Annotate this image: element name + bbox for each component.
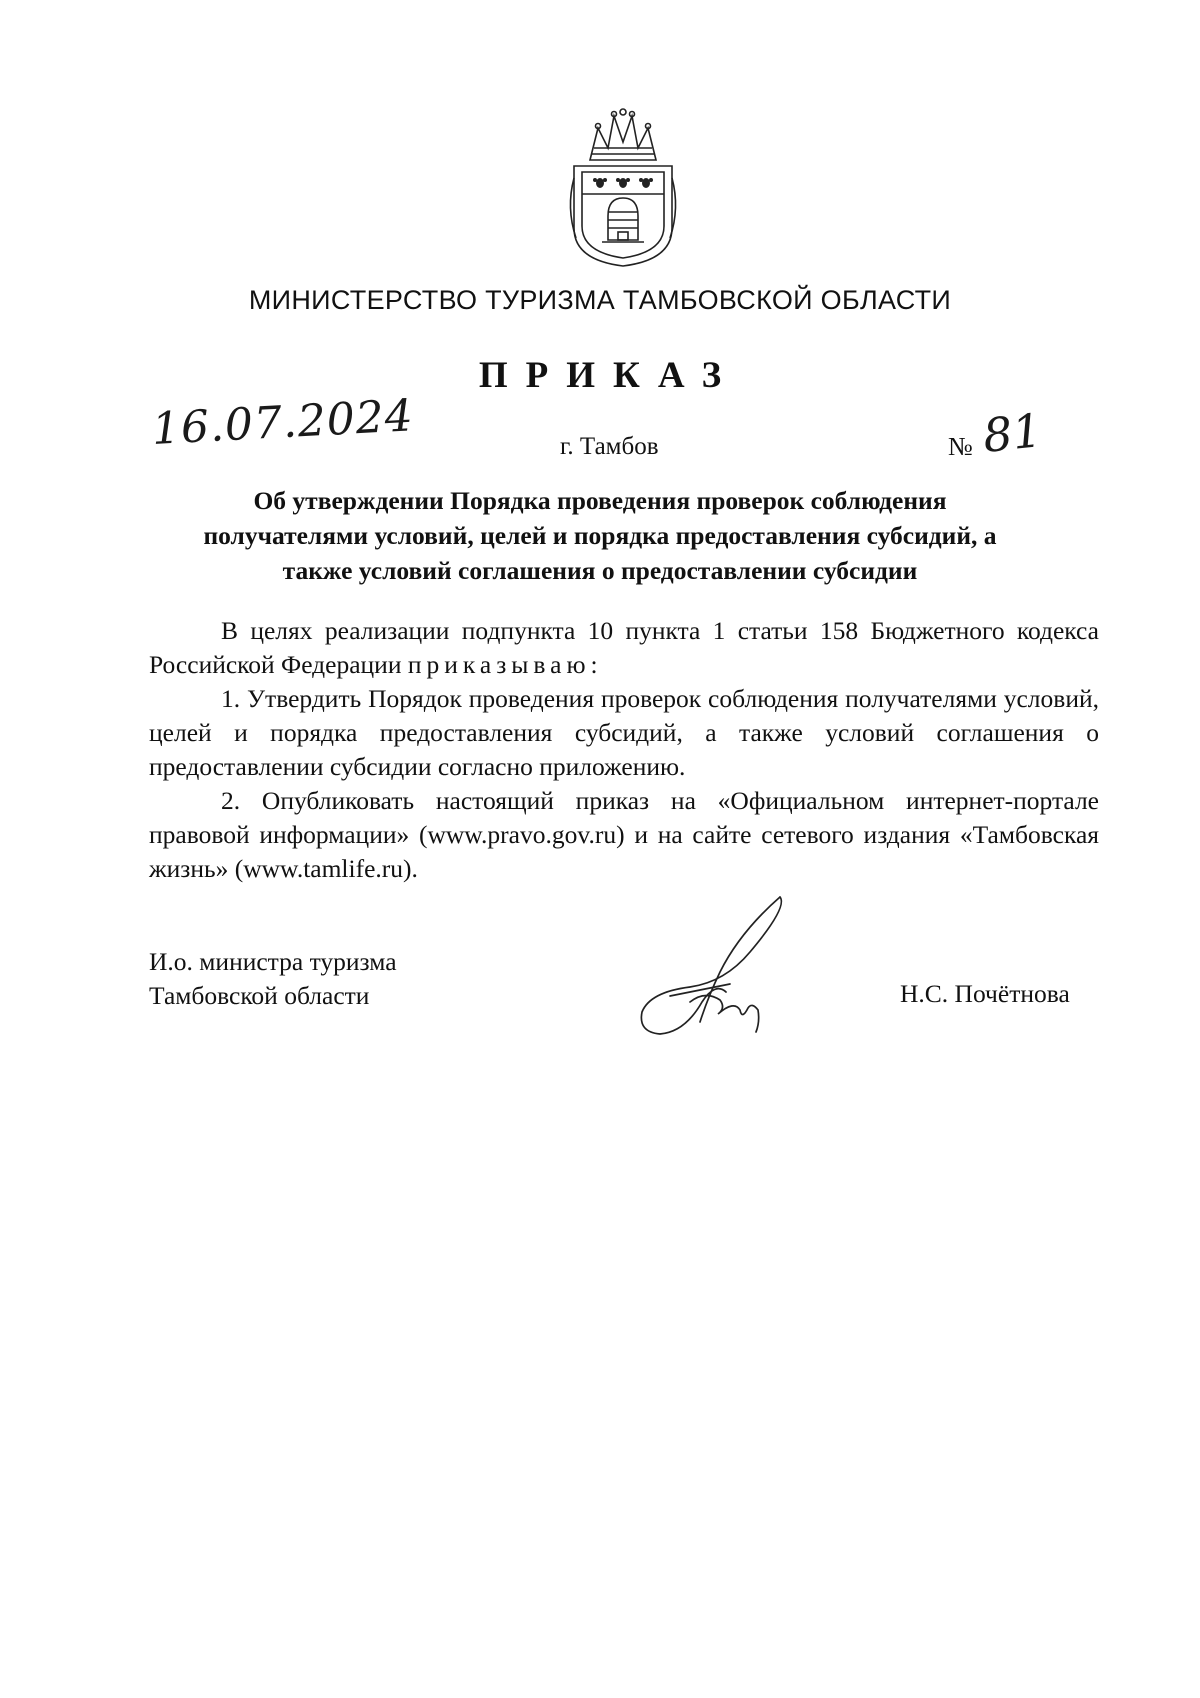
intro-paragraph (149, 614, 1099, 682)
title-line: также условий соглашения о предоставлении субсидии (282, 556, 918, 585)
intro-command: приказываю: (407, 650, 603, 679)
item-2-paragraph: 2. Опубликовать настоящий приказ на «Официальном интернет-портале правовой информации» (www.pravo.gov.ru) и на сайте сетевого издания «Тамбовская жизнь» (www.tamlife.ru). (149, 786, 1099, 883)
item-1-paragraph: 1. Утвердить Порядок проведения проверок соблюдения получателями условий, целей и порядка предоставления субсидий, а также условий соглашения о предоставлении субсидии согласно приложению. (149, 684, 1099, 781)
ministry-name: МИНИСТЕРСТВО ТУРИЗМА ТАМБОВСКОЙ ОБЛАСТИ (248, 285, 952, 315)
title-line: получателями условий, целей и порядка предоставления субсидий, а (203, 521, 997, 550)
number-sign: № (948, 432, 973, 461)
handwritten-signature (630, 892, 800, 1042)
intro-text: В целях реализации подпункта 10 пункта 1 статьи 158 Бюджетного кодекса Российской Федерации (149, 616, 1099, 679)
order-title (110, 483, 1090, 588)
signer-name: Н.С. Почётнова (900, 979, 1070, 1008)
title-line: Об утверждении Порядка проведения проверок соблюдения (253, 486, 947, 515)
coat-of-arms-emblem (562, 108, 684, 270)
signer-position-line: Тамбовской области (149, 981, 370, 1010)
document-type-title: ПРИКАЗ (478, 355, 740, 396)
handwritten-date: 16.07.2024 (150, 390, 415, 455)
handwritten-number: 81 (980, 403, 1045, 463)
city-label: г. Тамбов (560, 433, 659, 460)
signer-position (149, 945, 397, 1013)
signer-position-line: И.о. министра туризма (149, 947, 397, 976)
order-body (149, 614, 1099, 886)
